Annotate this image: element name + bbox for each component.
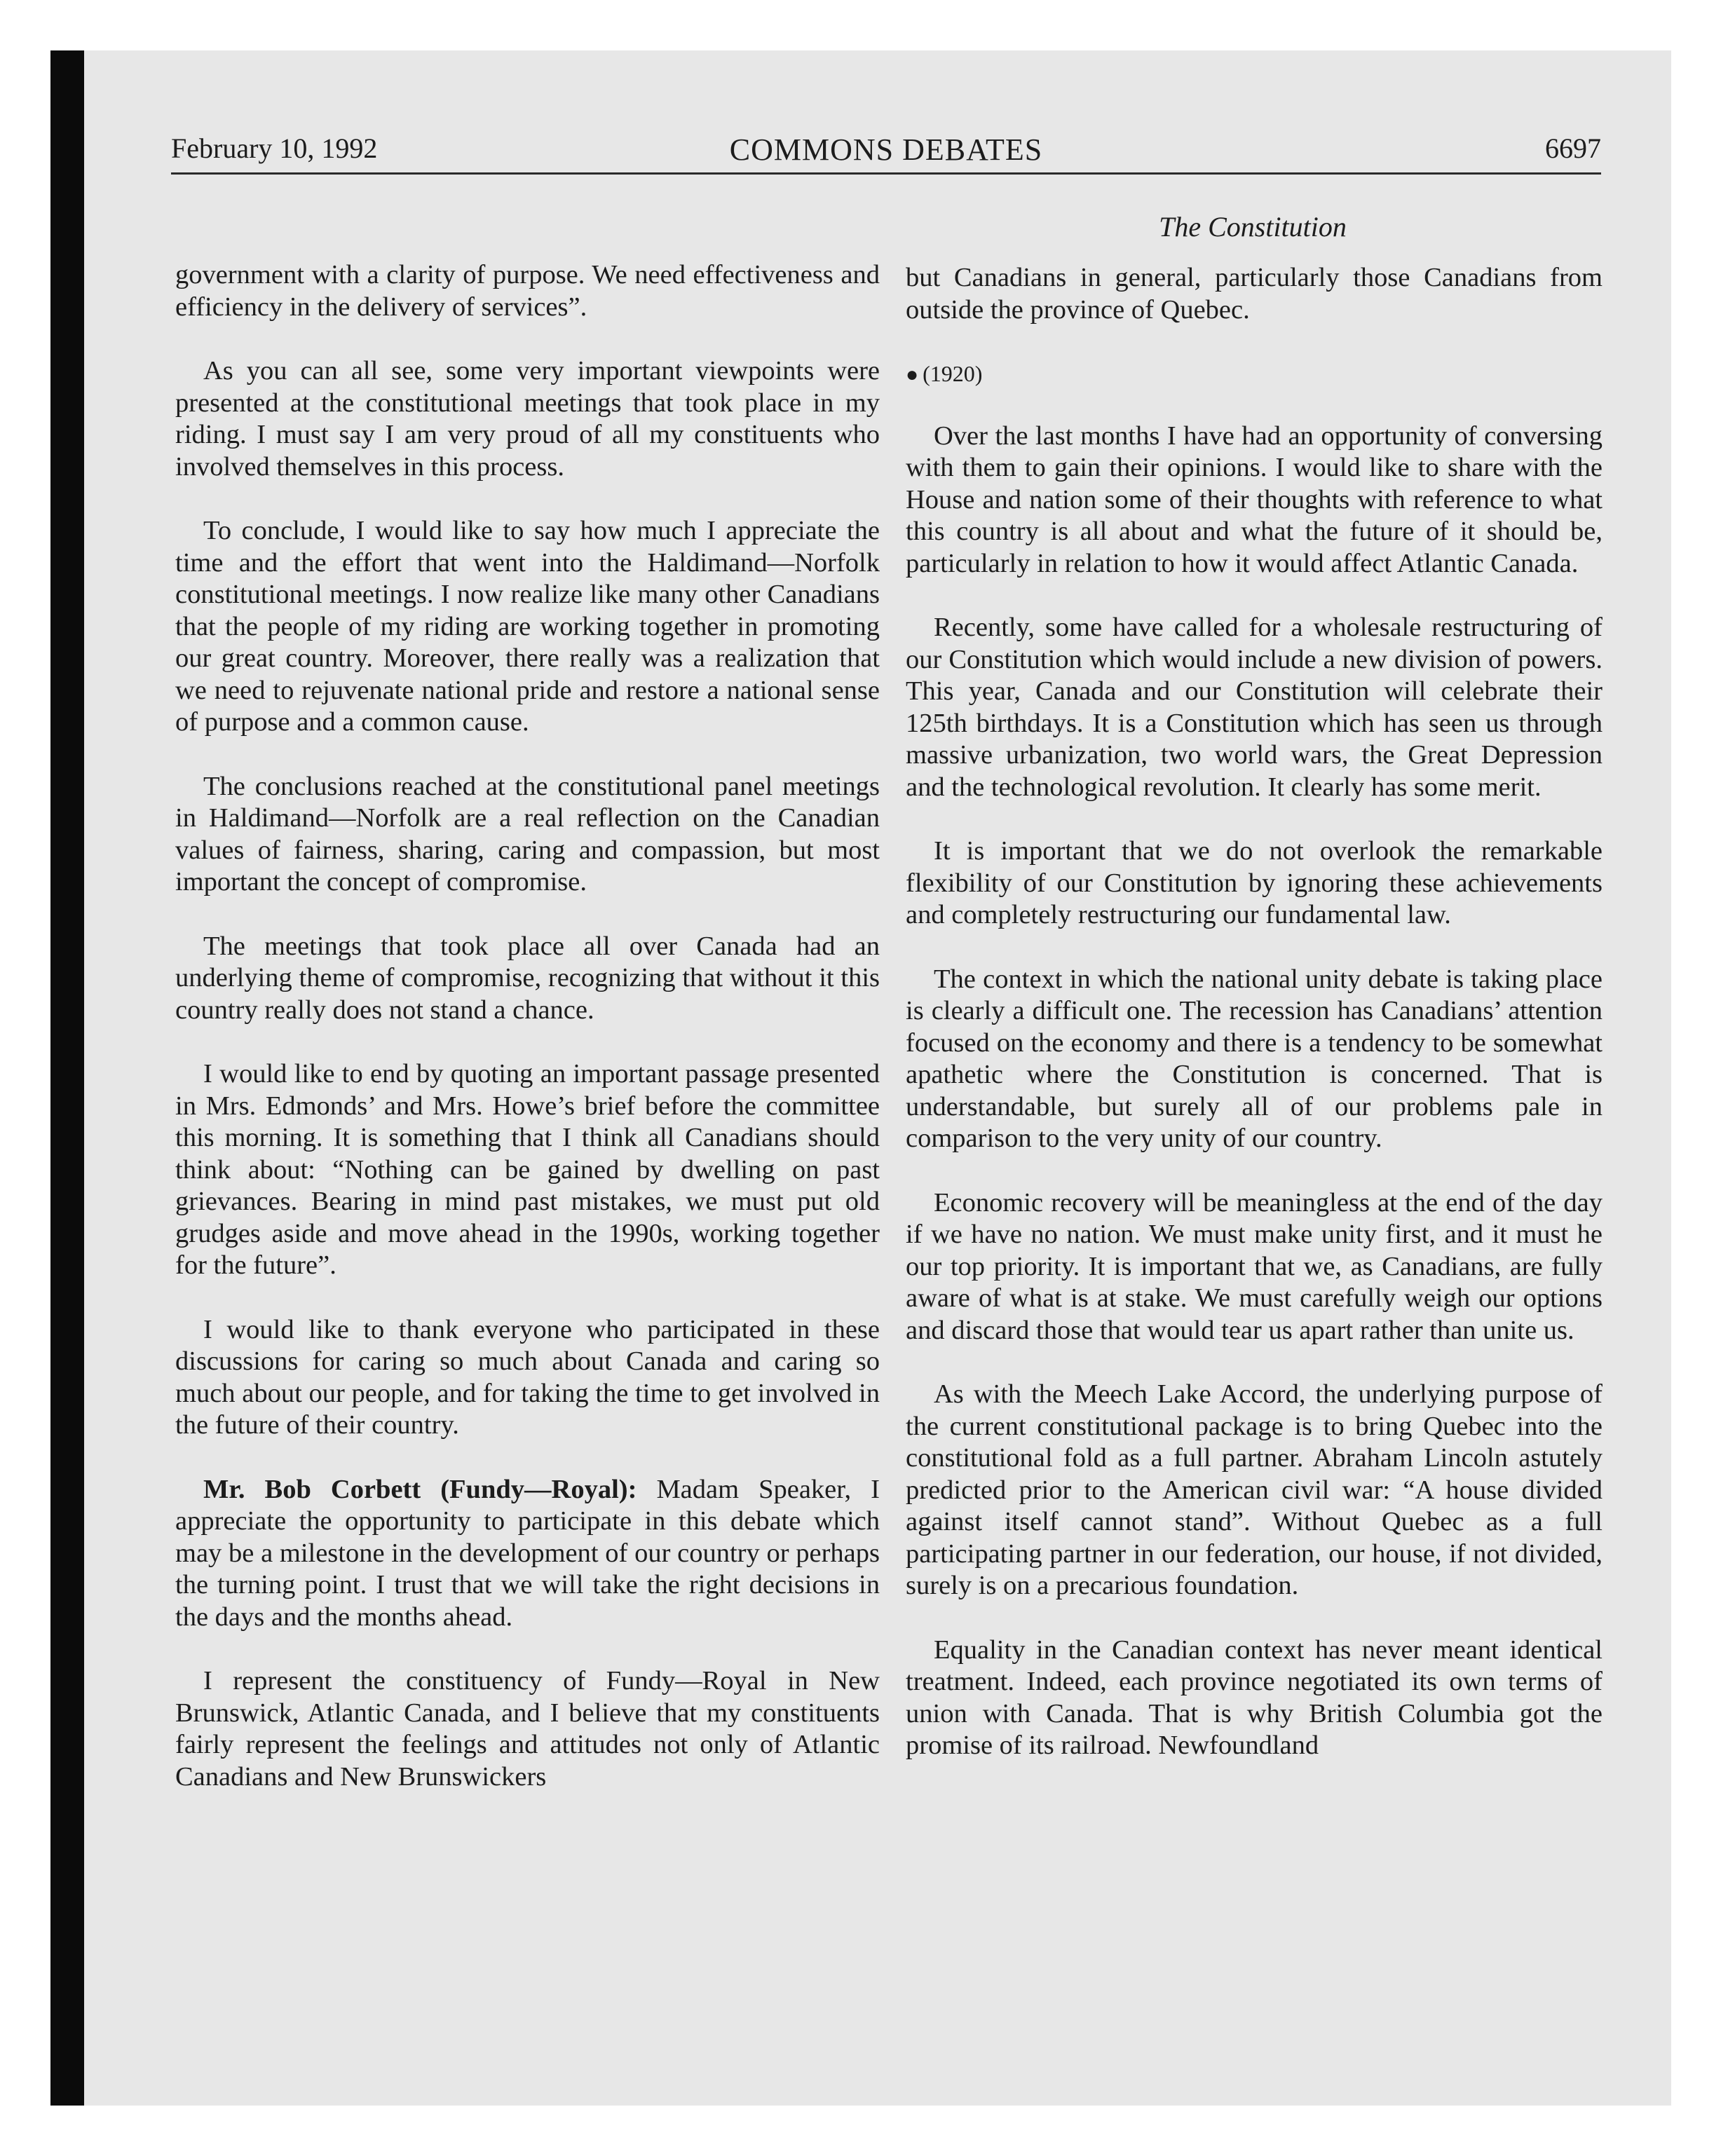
- binding-edge: [50, 50, 84, 2106]
- speaker-paragraph: [175, 1474, 880, 1634]
- bullet-icon: ●: [906, 363, 919, 386]
- header-rule: [171, 172, 1601, 175]
- timestamp-text: (1920): [923, 361, 983, 386]
- timestamp: [906, 358, 1603, 391]
- paragraph: but Canadians in general, particularly those Canadians from outside the province of Quebec.: [906, 263, 1603, 325]
- paragraph: The conclusions reached at the constitutional panel meetings in Haldimand—Norfolk are a real reflection on the Canadian values of fairness, sharing, caring and compassion, but most important the concept of compromise.: [175, 771, 880, 896]
- left-column: [175, 259, 880, 1825]
- paragraph: As you can all see, some very important viewpoints were presented at the constitutional meetings that took place in my riding. I must say I am very proud of all my constituents who involved themselves in this process.: [175, 356, 880, 482]
- right-column: [906, 262, 1603, 1794]
- header-title: COMMONS DEBATES: [729, 132, 1043, 167]
- paragraph: I would like to end by quoting an important passage presented in Mrs. Edmonds’ and Mrs. Howe’s brief before the committee this morning. It is something that I think all Canadians should think about: “Nothing can be gained by dwelling on past grievances. Bearing in mind past mistakes, we must put old grudges aside and move ahead in the 1990s, working together for the future”.: [175, 1059, 880, 1280]
- speaker-name: Mr. Bob Corbett (Fundy—Royal):: [203, 1474, 637, 1504]
- header-date: February 10, 1992: [171, 132, 378, 164]
- paragraph: The meetings that took place all over Canada had an underlying theme of compromise, recognizing that without it this country really does not stand a chance.: [175, 931, 880, 1025]
- paragraph: The context in which the national unity debate is taking place is clearly a difficult one. The recession has Canadians’ attention focused on the economy and there is a tendency to be somewhat apathetic where the Constitution is concerned. That is understandable, but surely all of our problems pale in comparison to the very unity of our country.: [906, 964, 1603, 1153]
- paragraph: government with a clarity of purpose. We need effectiveness and efficiency in the delivery of services”.: [175, 260, 880, 322]
- page-number: 6697: [1545, 132, 1601, 164]
- paragraph: Recently, some have called for a wholesale restructuring of our Constitution which would include a new division of powers. This year, Canada and our Constitution will celebrate their 125th birthdays. It is a Constitution which has seen us through massive urbanization, two world wars, the Great Depression and the technological revolution. It clearly has some merit.: [906, 613, 1603, 802]
- paragraph: As with the Meech Lake Accord, the underlying purpose of the current constitutional package is to bring Quebec into the constitutional fold as a full partner. Abraham Lincoln astutely predicted prior to the American civil war: “A house divided against itself cannot stand”. Without Quebec as a full participating partner in our federation, our house, if not divided, surely is on a precarious foundation.: [906, 1379, 1603, 1600]
- speech-text: Madam Speaker, I appreciate the opportunity to participate in this debate which may be a milestone in the development of our country or perhaps the turning point. I trust that we will take the right decisions in the days and the months ahead.: [175, 1474, 880, 1632]
- section-title: The Constitution: [1159, 211, 1347, 243]
- paragraph: Equality in the Canadian context has never meant identical treatment. Indeed, each province negotiated its own terms of union with Canada. That is why British Columbia got the promise of its railroad. Newfoundland: [906, 1635, 1603, 1760]
- paragraph: It is important that we do not overlook the remarkable flexibility of our Constitution by ignoring these achievements and completely restructuring our fundamental law.: [906, 836, 1603, 929]
- page-header: [171, 132, 1601, 174]
- paragraph: I represent the constituency of Fundy—Royal in New Brunswick, Atlantic Canada, and I believe that my constituents fairly represent the feelings and attitudes not only of Atlantic Canadians and New Brunswickers: [175, 1666, 880, 1792]
- paragraph: Over the last months I have had an opportunity of conversing with them to gain their opinions. I would like to share with the House and nation some of their thoughts with reference to what this country is all about and what the future of it should be, particularly in relation to how it would affect Atlantic Canada.: [906, 421, 1603, 578]
- paragraph: I would like to thank everyone who participated in these discussions for caring so much about Canada and caring so much about our people, and for taking the time to get involved in the future of their country.: [175, 1314, 880, 1440]
- paragraph: To conclude, I would like to say how much I appreciate the time and the effort that went into the Haldimand—Norfolk constitutional meetings. I now realize like many other Canadians that the people of my riding are working together in promoting our great country. Moreover, there really was a realization that we need to rejuvenate national pride and restore a national sense of purpose and a common cause.: [175, 516, 880, 737]
- paragraph: Economic recovery will be meaningless at the end of the day if we have no nation. We must make unity first, and it must he our top priority. It is important that we, as Canadians, are fully aware of what is at stake. We must carefully weigh our options and discard those that would tear us apart rather than unite us.: [906, 1187, 1603, 1345]
